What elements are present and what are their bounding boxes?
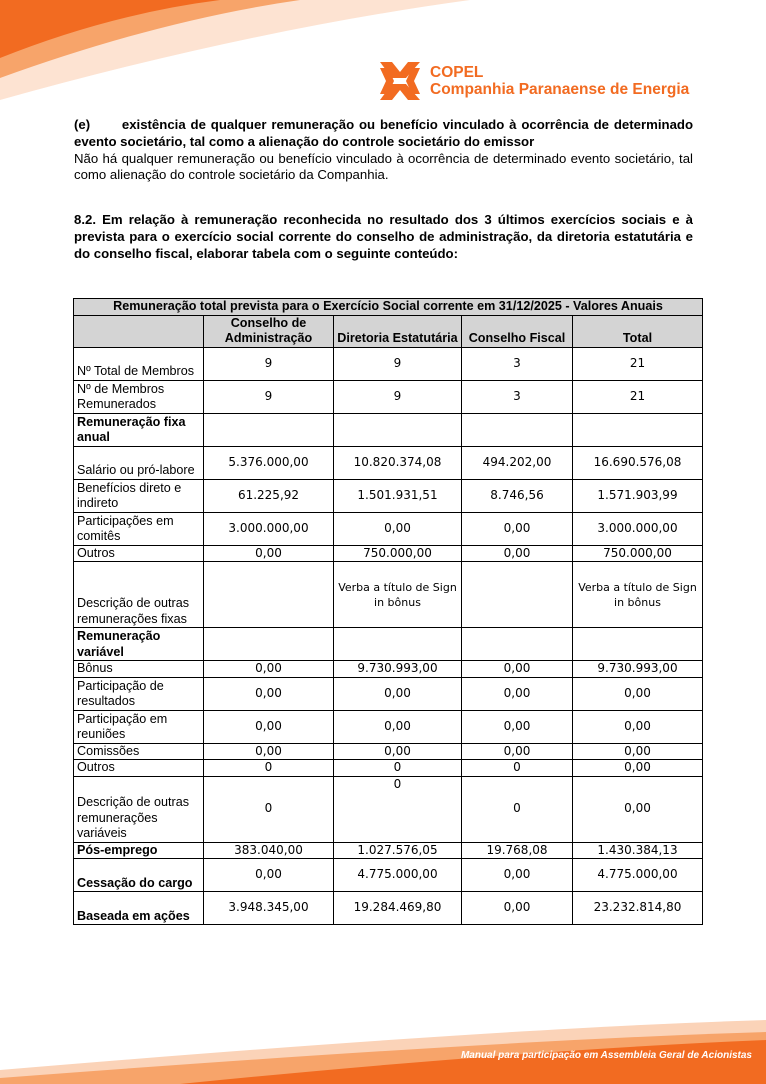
logo-company-name: Companhia Paranaense de Energia	[430, 81, 690, 98]
table-header-row	[74, 315, 703, 347]
table-cell	[334, 413, 462, 446]
table-cell: 0,00	[334, 743, 462, 760]
row-label: Baseada em ações	[74, 892, 204, 925]
table-cell: 0,00	[204, 743, 334, 760]
row-label: Benefícios direto e indireto	[74, 479, 204, 512]
table-cell: 494.202,00	[462, 446, 573, 479]
table-row	[74, 628, 703, 661]
table-cell: 750.000,00	[334, 545, 462, 562]
table-cell: 0,00	[204, 661, 334, 678]
column-header: Diretoria Estatutária	[334, 315, 462, 347]
table-row	[74, 661, 703, 678]
table-cell: 750.000,00	[573, 545, 703, 562]
footer-text: Manual para participação em Assembleia Geral de Acionistas	[460, 1050, 752, 1061]
table-cell	[462, 628, 573, 661]
table-cell	[204, 628, 334, 661]
table-row	[74, 512, 703, 545]
table-cell: 1.027.576,05	[334, 842, 462, 859]
table-cell: 0,00	[462, 661, 573, 678]
table-cell: 21	[573, 347, 703, 380]
table-cell: 3	[462, 380, 573, 413]
table-cell: 0,00	[204, 545, 334, 562]
table-cell: 9.730.993,00	[334, 661, 462, 678]
table-cell	[573, 413, 703, 446]
table-cell: 9	[334, 380, 462, 413]
table-cell: 0,00	[573, 677, 703, 710]
table-cell	[204, 413, 334, 446]
table-cell: 3.000.000,00	[573, 512, 703, 545]
table-cell: 0,00	[462, 677, 573, 710]
row-label: Descrição de outras remunerações fixas	[74, 562, 204, 628]
table-row	[74, 347, 703, 380]
section-e-heading	[74, 117, 693, 151]
row-label: Bônus	[74, 661, 204, 678]
table-cell: 9	[204, 380, 334, 413]
table-row	[74, 859, 703, 892]
table-cell: 383.040,00	[204, 842, 334, 859]
row-label: Remuneração fixa anual	[74, 413, 204, 446]
table-cell: 8.746,56	[462, 479, 573, 512]
logo-brand: COPEL	[430, 64, 484, 81]
table-cell	[204, 562, 334, 628]
table-cell: 0,00	[204, 859, 334, 892]
table-cell: 10.820.374,08	[334, 446, 462, 479]
row-label: Outros	[74, 760, 204, 777]
table-cell: 0	[334, 776, 462, 842]
table-cell: 0,00	[334, 677, 462, 710]
table-cell: 0,00	[573, 760, 703, 777]
table-row	[74, 776, 703, 842]
table-cell: 0,00	[462, 743, 573, 760]
row-label: Participações em comitês	[74, 512, 204, 545]
row-label: Nº de Membros Remunerados	[74, 380, 204, 413]
row-label: Cessação do cargo	[74, 859, 204, 892]
table-cell: 0	[204, 760, 334, 777]
table-cell: 9	[334, 347, 462, 380]
table-cell: 0,00	[462, 710, 573, 743]
table-row	[74, 380, 703, 413]
row-label: Pós-emprego	[74, 842, 204, 859]
table-row	[74, 892, 703, 925]
section-e	[74, 117, 693, 184]
table-cell: 0,00	[462, 545, 573, 562]
table-cell: Verba a título de Sign in bônus	[573, 562, 703, 628]
table-cell: 0,00	[573, 776, 703, 842]
table-cell: 4.775.000,00	[334, 859, 462, 892]
table-row	[74, 413, 703, 446]
section-e-label: (e)	[74, 117, 91, 132]
table-row	[74, 677, 703, 710]
table-cell: 0,00	[204, 677, 334, 710]
table-cell: 3.000.000,00	[204, 512, 334, 545]
table-cell: 0,00	[462, 859, 573, 892]
row-label: Comissões	[74, 743, 204, 760]
table-cell: 19.284.469,80	[334, 892, 462, 925]
table-cell: 1.430.384,13	[573, 842, 703, 859]
table-row	[74, 842, 703, 859]
table-row	[74, 710, 703, 743]
table-cell	[462, 562, 573, 628]
row-label: Participação em reuniões	[74, 710, 204, 743]
section-8-2-title: 8.2. Em relação à remuneração reconhecida no resultado dos 3 últimos exercícios sociais e à prevista para o exercício social corrente do conselho de administração, da diretoria estatutária e do conselho fiscal, elaborar tabela com o seguinte conteúdo:	[74, 212, 693, 261]
table-cell	[334, 628, 462, 661]
column-header: Total	[573, 315, 703, 347]
table-cell	[462, 413, 573, 446]
table-cell: 0	[204, 776, 334, 842]
table-row	[74, 545, 703, 562]
table-cell: 5.376.000,00	[204, 446, 334, 479]
company-logo	[378, 60, 688, 104]
column-header: Conselho Fiscal	[462, 315, 573, 347]
table-cell: 0,00	[462, 512, 573, 545]
table-cell: 4.775.000,00	[573, 859, 703, 892]
row-label: Nº Total de Membros	[74, 347, 204, 380]
table-row	[74, 479, 703, 512]
row-label: Salário ou pró-labore	[74, 446, 204, 479]
table-cell: 16.690.576,08	[573, 446, 703, 479]
table-cell: 0	[462, 776, 573, 842]
table-row	[74, 562, 703, 628]
table-cell: Verba a título de Sign in bônus	[334, 562, 462, 628]
column-header: Conselho de Administração	[204, 315, 334, 347]
table-cell	[573, 628, 703, 661]
table-row	[74, 760, 703, 777]
table-row	[74, 446, 703, 479]
table-cell: 1.571.903,99	[573, 479, 703, 512]
copel-logo-icon	[378, 60, 422, 102]
table-cell: 0,00	[204, 710, 334, 743]
table-cell: 0	[462, 760, 573, 777]
section-e-title: existência de qualquer remuneração ou benefício vinculado à ocorrência de determinado evento societário, tal como a alienação do controle societário do emissor	[74, 117, 694, 149]
table-title-row	[74, 299, 703, 316]
table-cell: 0,00	[334, 710, 462, 743]
table-title: Remuneração total prevista para o Exercício Social corrente em 31/12/2025 - Valores Anuais	[74, 299, 703, 316]
table-cell: 3	[462, 347, 573, 380]
row-label: Outros	[74, 545, 204, 562]
footer-decoration	[0, 1010, 766, 1084]
table-cell: 9	[204, 347, 334, 380]
row-label: Descrição de outras remunerações variáveis	[74, 776, 204, 842]
table-cell: 0	[334, 760, 462, 777]
table-cell: 61.225,92	[204, 479, 334, 512]
table-cell: 0,00	[462, 892, 573, 925]
table-cell: 0,00	[334, 512, 462, 545]
table-cell: 19.768,08	[462, 842, 573, 859]
table-row	[74, 743, 703, 760]
table-cell: 0,00	[573, 743, 703, 760]
header-empty-cell	[74, 315, 204, 347]
row-label: Remuneração variável	[74, 628, 204, 661]
row-label: Participação de resultados	[74, 677, 204, 710]
table-cell: 23.232.814,80	[573, 892, 703, 925]
section-e-body: Não há qualquer remuneração ou benefício vinculado à ocorrência de determinado evento societário, tal como alienação do controle societário da Companhia.	[74, 150, 693, 183]
table-cell: 3.948.345,00	[204, 892, 334, 925]
table-cell: 9.730.993,00	[573, 661, 703, 678]
table-cell: 1.501.931,51	[334, 479, 462, 512]
table-cell: 0,00	[573, 710, 703, 743]
table-cell: 21	[573, 380, 703, 413]
remuneration-table	[73, 298, 703, 925]
